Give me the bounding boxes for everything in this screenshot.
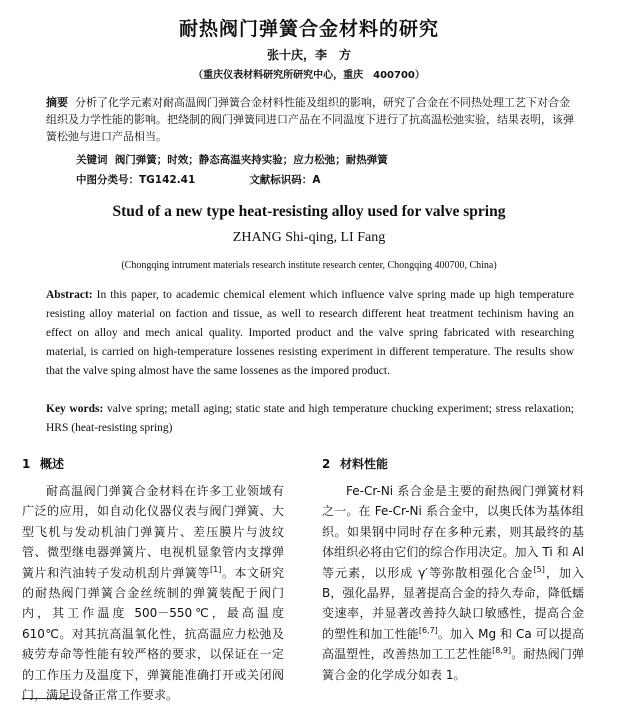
section-1-text-a: 耐高温阀门弹簧合金材料在许多工业领域有广泛的应用，如自动化仪器仪表与阀门弹簧、大型飞机与发动机油门弹簧片、差压膜片与波纹管、微型继电器弹簧片、电视机显象管内支撑弹簧片和汽油转子发动机刮片弹簧等 <box>22 484 284 580</box>
section-2-heading <box>322 455 584 472</box>
keywords-english-label: Key words: <box>46 403 104 415</box>
clc-value: TG142.41 <box>139 174 196 186</box>
section-2-text-a: Fe-Cr-Ni 系合金是主要的耐热阀门弹簧材料之一。在 Fe-Cr-Ni 系合金中，以奥氏体为基体组织。如果钢中同时存在多种元素，则其最终的基体组织必将由它们的综合作用决定。加入 Ti 和 Al 等元素，以形成 γ′等弥散相强化合金 <box>322 484 584 580</box>
section-2-text-c: 。加入 Mg 和 Ca 可以提高高温塑性，改善热加工工艺性能 <box>322 626 584 662</box>
authors-chinese: 张十庆，李 方 <box>266 48 351 62</box>
title-chinese: 耐热阀门弹簧合金材料的研究 <box>178 18 439 40</box>
doc-code-value: A <box>312 174 321 186</box>
classification-chinese <box>76 172 320 187</box>
footnote-rule <box>22 698 74 699</box>
affiliation-chinese: （重庆仪表材料研究所研究中心，重庆 400700） <box>193 70 425 81</box>
keywords-chinese <box>76 152 388 167</box>
abstract-english-text: In this paper, to academic chemical element which influence valve spring made up high temperature resisting alloy material on faction and tissue, as well to research different heat treatment techinism having an effect on alloy and mech anical quality. Imported product and the valve spring fabricated with researching material, is carried on high-temperature lossenes resisting experiment in different temperature. The results show that the valve sping almost have the same lossenes as the impored product. <box>46 289 574 377</box>
section-1 <box>22 455 284 705</box>
doc-code-label: 文献标识码： <box>249 174 313 186</box>
affiliation-english: (Chongqing intrument materials research institute research center, Chongqing 400700, China) <box>121 260 497 271</box>
abstract-chinese-text: 分析了化学元素对耐高温阀门弹簧合金材料性能及组织的影响，研究了合金在不同热处理工艺下对合金组织及力学性能的影响。把绕制的阀门弹簧同进口产品在不同温度下进行了抗高温松弛实验，结果表明，该弹簧松弛与进口产品相当。 <box>46 96 574 143</box>
citation-8-9: [8,9] <box>492 646 512 656</box>
section-2-body <box>322 481 584 685</box>
authors-english: ZHANG Shi-qing, LI Fang <box>232 230 386 245</box>
section-1-heading <box>22 455 284 472</box>
citation-5: [5] <box>533 564 545 574</box>
section-2-number: 2 <box>322 457 331 471</box>
abstract-english-label: Abstract: <box>46 289 93 301</box>
section-2-title: 材料性能 <box>340 457 389 471</box>
keywords-chinese-text: 阀门弹簧；时效；静态高温夹持实验；应力松弛；耐热弹簧 <box>114 154 388 166</box>
abstract-chinese-label: 摘要 <box>46 96 68 109</box>
section-1-body <box>22 481 284 705</box>
section-2-text-b: ，加入 B，强化晶界，显著提高合金的持久寿命，降低蠕变速率，并显著改善持久缺口敏感性，提高合金的塑性和加工性能 <box>322 565 584 641</box>
abstract-english <box>46 286 574 381</box>
section-1-title: 概述 <box>40 457 65 471</box>
keywords-english <box>46 400 574 438</box>
section-1-text-b: 。本文研究的耐热阀门弹簧合金丝统制的弹簧装配于阀门内，其工作温度 500－550℃，最高温度 610℃。对其抗高温氧化性，抗高温应力松弛及疲劳寿命等性能有较严格的要求，以保证在一定的工作压力及温度下，弹簧能准确打开或关闭阀门，满足设备正常工作要求。 <box>22 565 284 703</box>
abstract-chinese <box>46 94 574 145</box>
citation-6-7: [6,7] <box>418 625 438 635</box>
section-1-number: 1 <box>22 457 31 471</box>
title-english: Stud of a new type heat-resisting alloy used for valve spring <box>112 203 506 220</box>
citation-1: [1] <box>209 564 222 574</box>
clc-label: 中图分类号： <box>76 174 139 186</box>
keywords-english-text: valve spring; metall aging; static state and high temperature chucking experiment; stress relaxation; HRS (heat-resisting spring) <box>46 403 574 434</box>
keywords-chinese-label: 关键词 <box>76 154 108 166</box>
section-2 <box>322 455 584 685</box>
section-2-text-d: 。耐热阀门弹簧合金的化学成分如表 1。 <box>322 647 584 682</box>
